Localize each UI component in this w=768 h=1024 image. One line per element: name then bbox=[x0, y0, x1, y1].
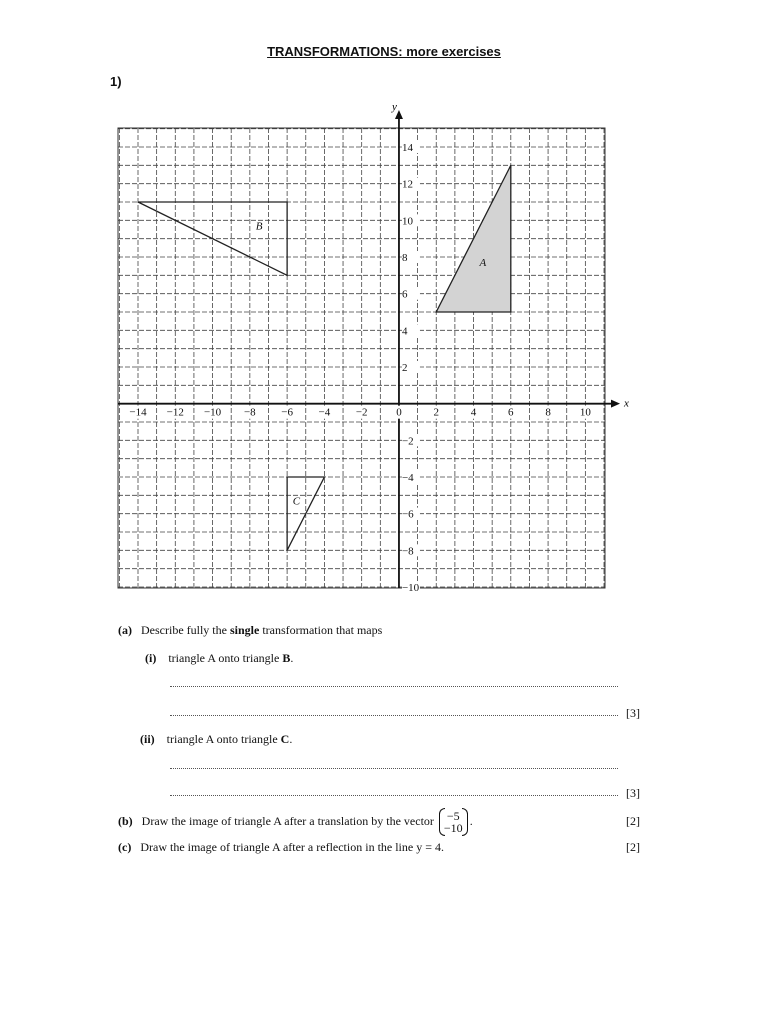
x-axis-arrow bbox=[611, 400, 620, 408]
y-tick-label: −4 bbox=[401, 472, 414, 484]
question-a-i-text-post: . bbox=[290, 651, 294, 665]
x-tick-label: −2 bbox=[355, 406, 368, 419]
question-a-i-label: (i) bbox=[145, 651, 157, 665]
page-title: TRANSFORMATIONS: more exercises bbox=[267, 44, 501, 59]
y-tick-label: −8 bbox=[401, 545, 414, 558]
x-tick-label: −12 bbox=[166, 406, 184, 419]
x-axis-label: x bbox=[624, 397, 629, 410]
x-tick-label: −14 bbox=[129, 406, 147, 419]
vector-top: −5 bbox=[446, 809, 460, 823]
question-b-label: (b) bbox=[118, 813, 133, 828]
question-c bbox=[118, 840, 444, 855]
marks-b: [2] bbox=[626, 814, 640, 828]
vector-bottom: −10 bbox=[443, 821, 463, 835]
question-a-ii-label: (ii) bbox=[140, 732, 155, 746]
question-c-text: Draw the image of triangle A after a reflection in the line y = 4. bbox=[140, 840, 444, 854]
question-a-label: (a) bbox=[118, 623, 132, 637]
grid-lines bbox=[118, 128, 605, 588]
question-a-text-post: transformation that maps bbox=[259, 623, 383, 637]
answer-line-a-i-1[interactable] bbox=[170, 686, 618, 687]
x-tick-label: 0 bbox=[396, 406, 402, 419]
question-a-text-bold: single bbox=[229, 623, 260, 637]
answer-line-a-i-2[interactable] bbox=[170, 715, 618, 716]
x-tick-label: 8 bbox=[545, 406, 551, 419]
marks-a-i: [3] bbox=[626, 706, 640, 720]
question-a-i-text-pre: triangle A onto triangle bbox=[168, 651, 283, 665]
axes bbox=[118, 101, 629, 588]
x-tick-label: −10 bbox=[203, 406, 222, 419]
x-tick-label: 10 bbox=[579, 406, 591, 419]
marks-c: [2] bbox=[626, 840, 640, 854]
question-b-text-post: . bbox=[469, 813, 473, 828]
x-tick-label: −8 bbox=[243, 406, 256, 419]
question-c-label: (c) bbox=[118, 840, 132, 854]
question-b bbox=[118, 810, 473, 834]
answer-line-a-ii-1[interactable] bbox=[170, 768, 618, 769]
x-tick-label: 6 bbox=[508, 406, 514, 419]
question-a-ii bbox=[140, 732, 292, 747]
question-number: 1) bbox=[110, 74, 122, 89]
y-tick-label: 8 bbox=[401, 252, 408, 264]
question-a-ii-text-pre: triangle A onto triangle bbox=[166, 732, 281, 746]
triangle-b-label: B bbox=[255, 220, 263, 233]
grid-border bbox=[118, 128, 605, 588]
y-tick-label: 6 bbox=[401, 288, 408, 301]
y-tick-label: 4 bbox=[401, 325, 408, 338]
translation-vector bbox=[439, 810, 468, 834]
y-tick-label: 14 bbox=[401, 142, 413, 154]
question-b-text: Draw the image of triangle A after a translation by the vector bbox=[141, 813, 434, 828]
question-a-ii-text-post: . bbox=[289, 732, 293, 746]
triangle-c-label: C bbox=[292, 495, 301, 508]
x-tick-label: 4 bbox=[470, 406, 477, 419]
question-a-i bbox=[145, 651, 293, 666]
question-a-text-pre: Describe fully the bbox=[141, 623, 230, 637]
y-tick-label: 10 bbox=[401, 215, 413, 228]
x-tick-label: −6 bbox=[281, 406, 293, 419]
y-tick-label: −10 bbox=[401, 582, 420, 594]
answer-line-a-ii-2[interactable] bbox=[170, 795, 618, 796]
y-tick-label: 12 bbox=[401, 178, 413, 191]
question-a bbox=[118, 623, 382, 638]
x-tick-label: −4 bbox=[318, 406, 331, 419]
triangle-a-label: A bbox=[479, 257, 487, 270]
y-axis-label: y bbox=[391, 101, 397, 113]
y-tick-label: 2 bbox=[401, 362, 408, 374]
marks-a-ii: [3] bbox=[626, 786, 640, 800]
question-a-ii-text-bold: C bbox=[280, 732, 290, 746]
question-a-i-text-bold: B bbox=[282, 651, 291, 665]
x-tick-label: 2 bbox=[433, 406, 439, 419]
y-tick-label: −6 bbox=[401, 508, 414, 521]
y-tick-label: −2 bbox=[401, 435, 414, 448]
